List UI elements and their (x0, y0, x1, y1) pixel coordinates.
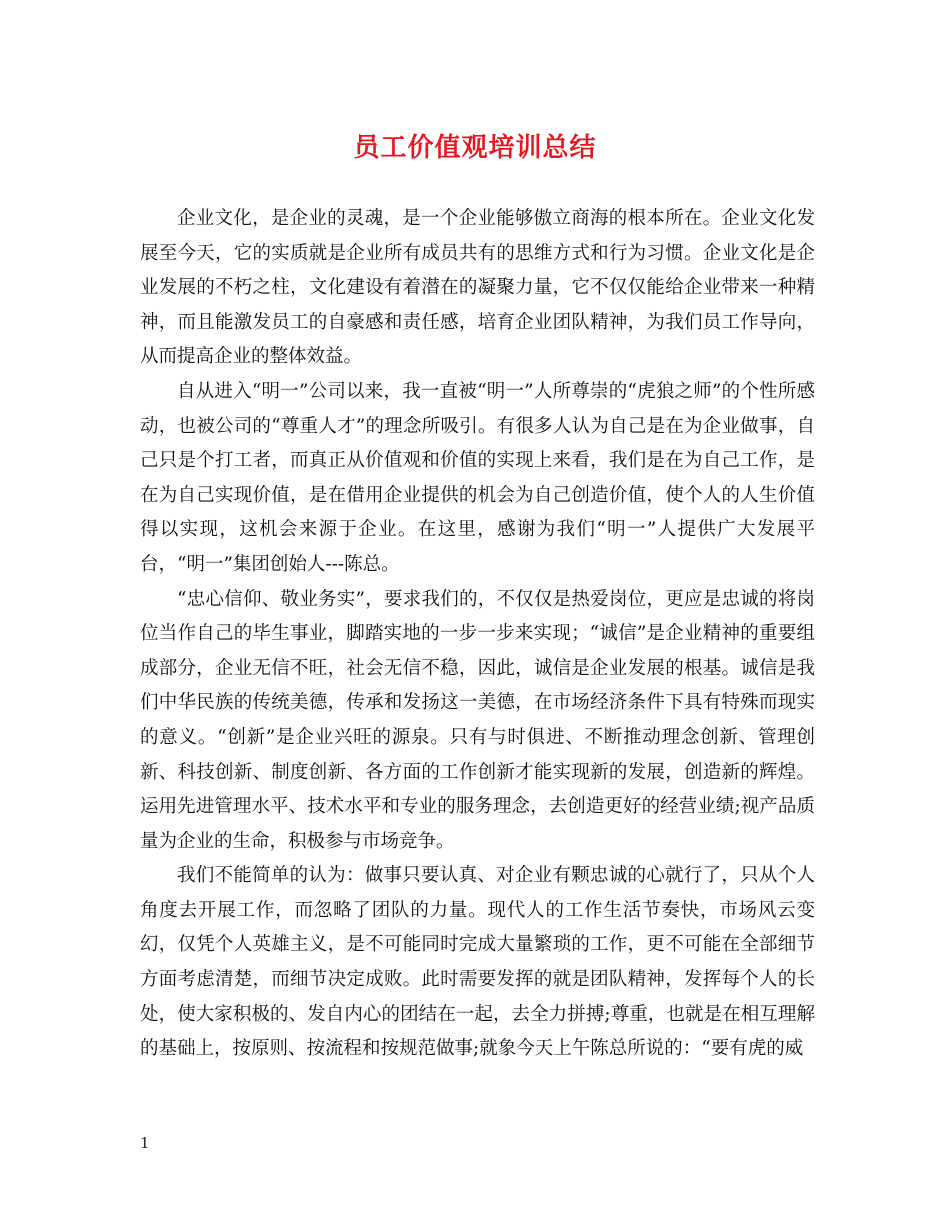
paragraph-1: 企业文化，是企业的灵魂，是一个企业能够傲立商海的根本所在。企业文化发展至今天，它的实质就是企业所有成员共有的思维方式和行为习惯。企业文化是企业发展的不朽之柱，文化建设有着潜在的凝聚力量，它不仅仅能给企业带来一种精神，而且能激发员工的自豪感和责任感，培育企业团队精神，为我们员工作导向，从而提高企业的整体效益。 (140, 208, 815, 368)
document-title: 员工价值观培训总结 (353, 133, 597, 163)
document-body (140, 202, 815, 1067)
paragraph-3: “忠心信仰、敬业务实”，要求我们的，不仅仅是热爱岗位，更应是忠诚的将岗位当作自己的毕生事业，脚踏实地的一步一步来实现；“诚信”是企业精神的重要组成部分，企业无信不旺，社会无信不稳，因此，诚信是企业发展的根基。诚信是我们中华民族的传统美德，传承和发扬这一美德，在市场经济条件下具有特殊而现实的意义。“创新”是企业兴旺的源泉。只有与时俱进、不断推动理念创新、管理创新、科技创新、制度创新、各方面的工作创新才能实现新的发展，创造新的辉煌。运用先进管理水平、技术水平和专业的服务理念，去创造更好的经营业绩;视产品质量为企业的生命，积极参与市场竞争。 (140, 588, 815, 852)
page-number: 1 (140, 1134, 150, 1152)
paragraph-4: 我们不能简单的认为：做事只要认真、对企业有颗忠诚的心就行了，只从个人角度去开展工作，而忽略了团队的力量。现代人的工作生活节奏快，市场风云变幻，仅凭个人英雄主义，是不可能同时完成大量繁琐的工作，更不可能在全部细节方面考虑清楚，而细节决定成败。此时需要发挥的就是团队精神，发挥每个人的长处，使大家积极的、发自内心的团结在一起，去全力拼搏;尊重，也就是在相互理解的基础上，按原则、按流程和按规范做事;就象今天上午陈总所说的：“要有虎的威 (140, 865, 815, 1060)
paragraph-2: 自从进入“明一”公司以来，我一直被“明一”人所尊崇的“虎狼之师”的个性所感动，也被公司的“尊重人才”的理念所吸引。有很多人认为自己是在为企业做事，自己只是个打工者，而真正从价值观和价值的实现上来看，我们是在为自己工作，是在为自己实现价值，是在借用企业提供的机会为自己创造价值，使个人的人生价值得以实现，这机会来源于企业。在这里，感谢为我们“明一”人提供广大发展平台，“明一”集团创始人---陈总。 (140, 380, 815, 575)
